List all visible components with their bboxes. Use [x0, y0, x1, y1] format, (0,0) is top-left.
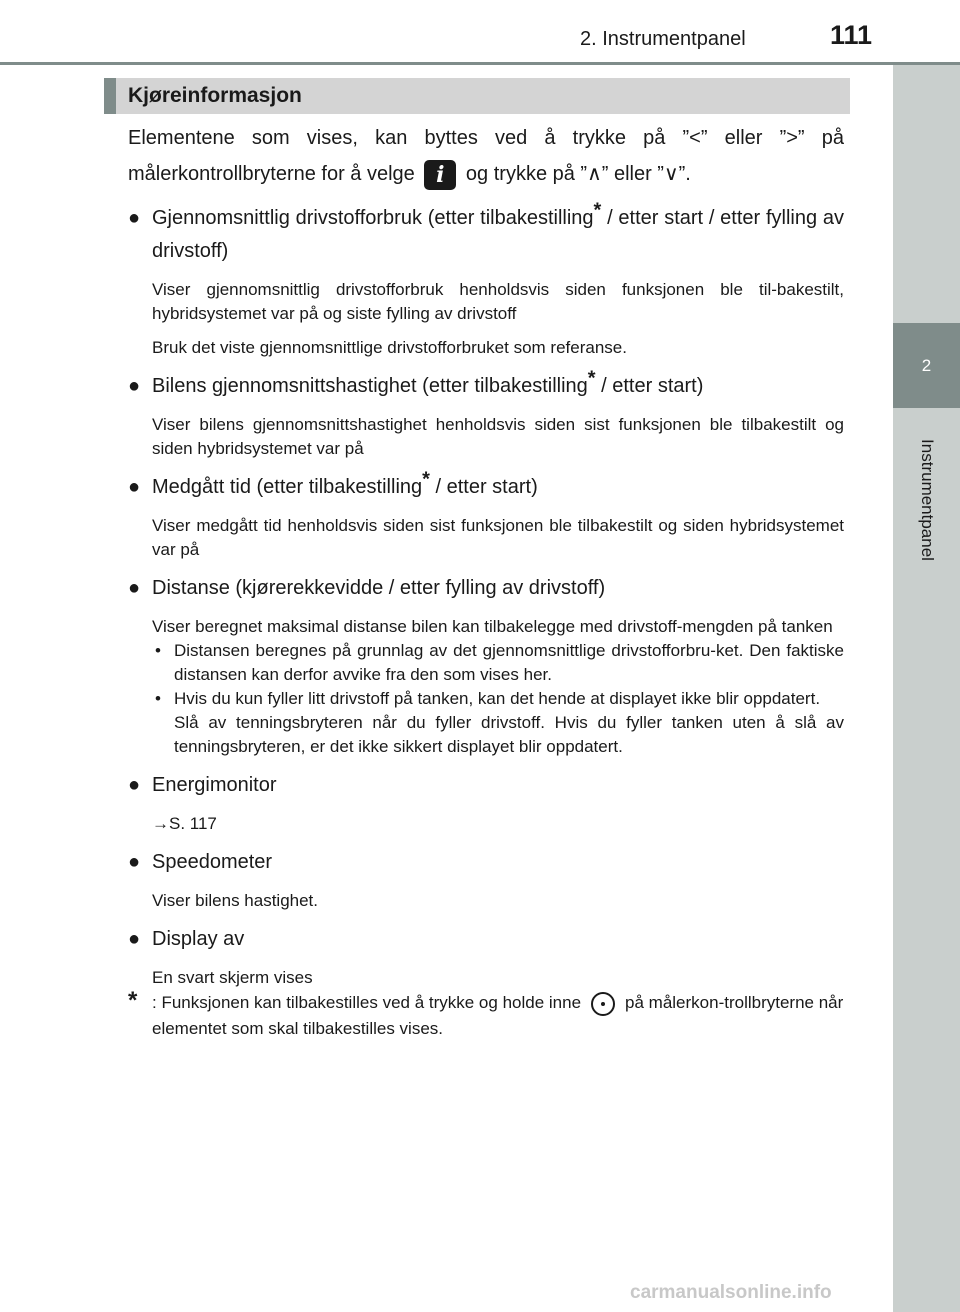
item-display-off: [128, 923, 844, 956]
asterisk: *: [593, 199, 602, 222]
item-desc: Viser medgått tid henholdsvis siden sist funksjonen ble tilbakestilt og siden hybridsystemet var på: [152, 516, 844, 559]
item-title: Bilens gjennomsnittshastighet (etter tilbakestilling: [152, 375, 588, 397]
bullet-followup: [128, 711, 844, 759]
item-title: Medgått tid (etter tilbakestilling: [152, 476, 423, 498]
chapter-label: Instrumentpanel: [917, 439, 937, 561]
item-title-suffix: / etter start): [595, 375, 704, 397]
page-reference-text: S. 117: [169, 814, 217, 833]
item-elapsed-time: [128, 468, 844, 504]
bullet-dot: •: [155, 641, 161, 660]
header-rule: [0, 62, 960, 65]
bullet-followup-text: Slå av tenningsbryteren når du fyller drivstoff. Hvis du fyller tanken uten å slå av tenningsbryteren, er det ikke sikkert displayet blir oppdatert.: [174, 713, 844, 756]
chapter-number: 2: [921, 355, 932, 375]
item-title-suffix: / etter start): [429, 476, 538, 498]
bullet-text: Hvis du kun fyller litt drivstoff på tanken, kan det hende at displayet ikke blir oppdatert.: [174, 689, 821, 708]
side-tab-upper: [893, 65, 960, 323]
footnote-asterisk: *: [128, 987, 138, 1014]
intro-text-2: og trykke på ”∧” eller ”∨”.: [465, 163, 691, 185]
item-avg-speed: [128, 367, 844, 403]
item-title: Speedometer: [152, 851, 273, 873]
item-title: Energimonitor: [152, 774, 277, 796]
page-number: 111: [830, 20, 873, 50]
chapter-number-tab: [893, 323, 960, 408]
item-desc: Viser beregnet maksimal distanse bilen kan tilbakelegge med drivstoff-mengden på tanken: [152, 617, 833, 636]
footnote-text-2: på målerkon-trollbryterne når elementet som skal tilbakestilles vises.: [152, 993, 844, 1038]
item-speedometer: [128, 846, 844, 879]
list-item: [128, 639, 844, 687]
list-item: [128, 687, 844, 711]
item-avg-fuel: [128, 199, 844, 268]
watermark: carmanualsonline.info: [630, 1282, 832, 1303]
item-title: Display av: [152, 928, 245, 950]
section-title: Kjøreinformasjon: [128, 84, 302, 107]
item-desc: Viser bilens hastighet.: [152, 891, 319, 910]
item-title: Distanse (kjørerekkevidde / etter fylling av drivstoff): [152, 577, 606, 599]
item-desc: Viser gjennomsnittlig drivstofforbruk henholdsvis siden funksjonen ble til-bakestilt, hybridsystemet var på og siste fylling av drivstoff: [152, 280, 844, 323]
page-content: [128, 120, 844, 1041]
item-title: Gjennomsnittlig drivstofforbruk (etter tilbakestilling: [152, 207, 594, 229]
item-desc: En svart skjerm vises: [152, 968, 313, 987]
section-heading: [104, 78, 850, 114]
item-distance: [128, 572, 844, 605]
intro-paragraph: [128, 120, 844, 192]
asterisk: *: [587, 367, 596, 390]
bullet-text: Distansen beregnes på grunnlag av det gjennomsnittlige drivstofforbru-ket. Den faktiske distansen kan derfor avvike fra den som vises her.: [174, 641, 844, 684]
item-title-suffix: / etter start / etter fylling av drivstoff): [152, 207, 844, 262]
item-note: Bruk det viste gjennomsnittlige drivstofforbruket som referanse.: [152, 338, 627, 357]
running-header: 2. Instrumentpanel: [580, 28, 746, 50]
arrow-icon: →: [152, 814, 169, 833]
item-desc: Viser bilens gjennomsnittshastighet henholdsvis siden sist funksjonen ble tilbakestilt og siden hybridsystemet var på: [152, 415, 844, 458]
intro-text-1: Elementene som vises, kan byttes ved å trykke på ”<” eller ”>” på målerkontrollbryterne for å velge: [128, 127, 844, 185]
bullet-dot: •: [155, 689, 161, 708]
footnote-text-1: : Funksjonen kan tilbakestilles ved å trykke og holde inne: [152, 993, 582, 1012]
page-reference[interactable]: [128, 812, 844, 836]
info-icon: i: [424, 160, 456, 190]
ok-button-icon: [591, 992, 615, 1016]
asterisk: *: [422, 468, 430, 491]
item-energy-monitor: [128, 769, 844, 802]
footnote: [128, 987, 844, 1041]
chapter-label-tab: [893, 420, 960, 580]
